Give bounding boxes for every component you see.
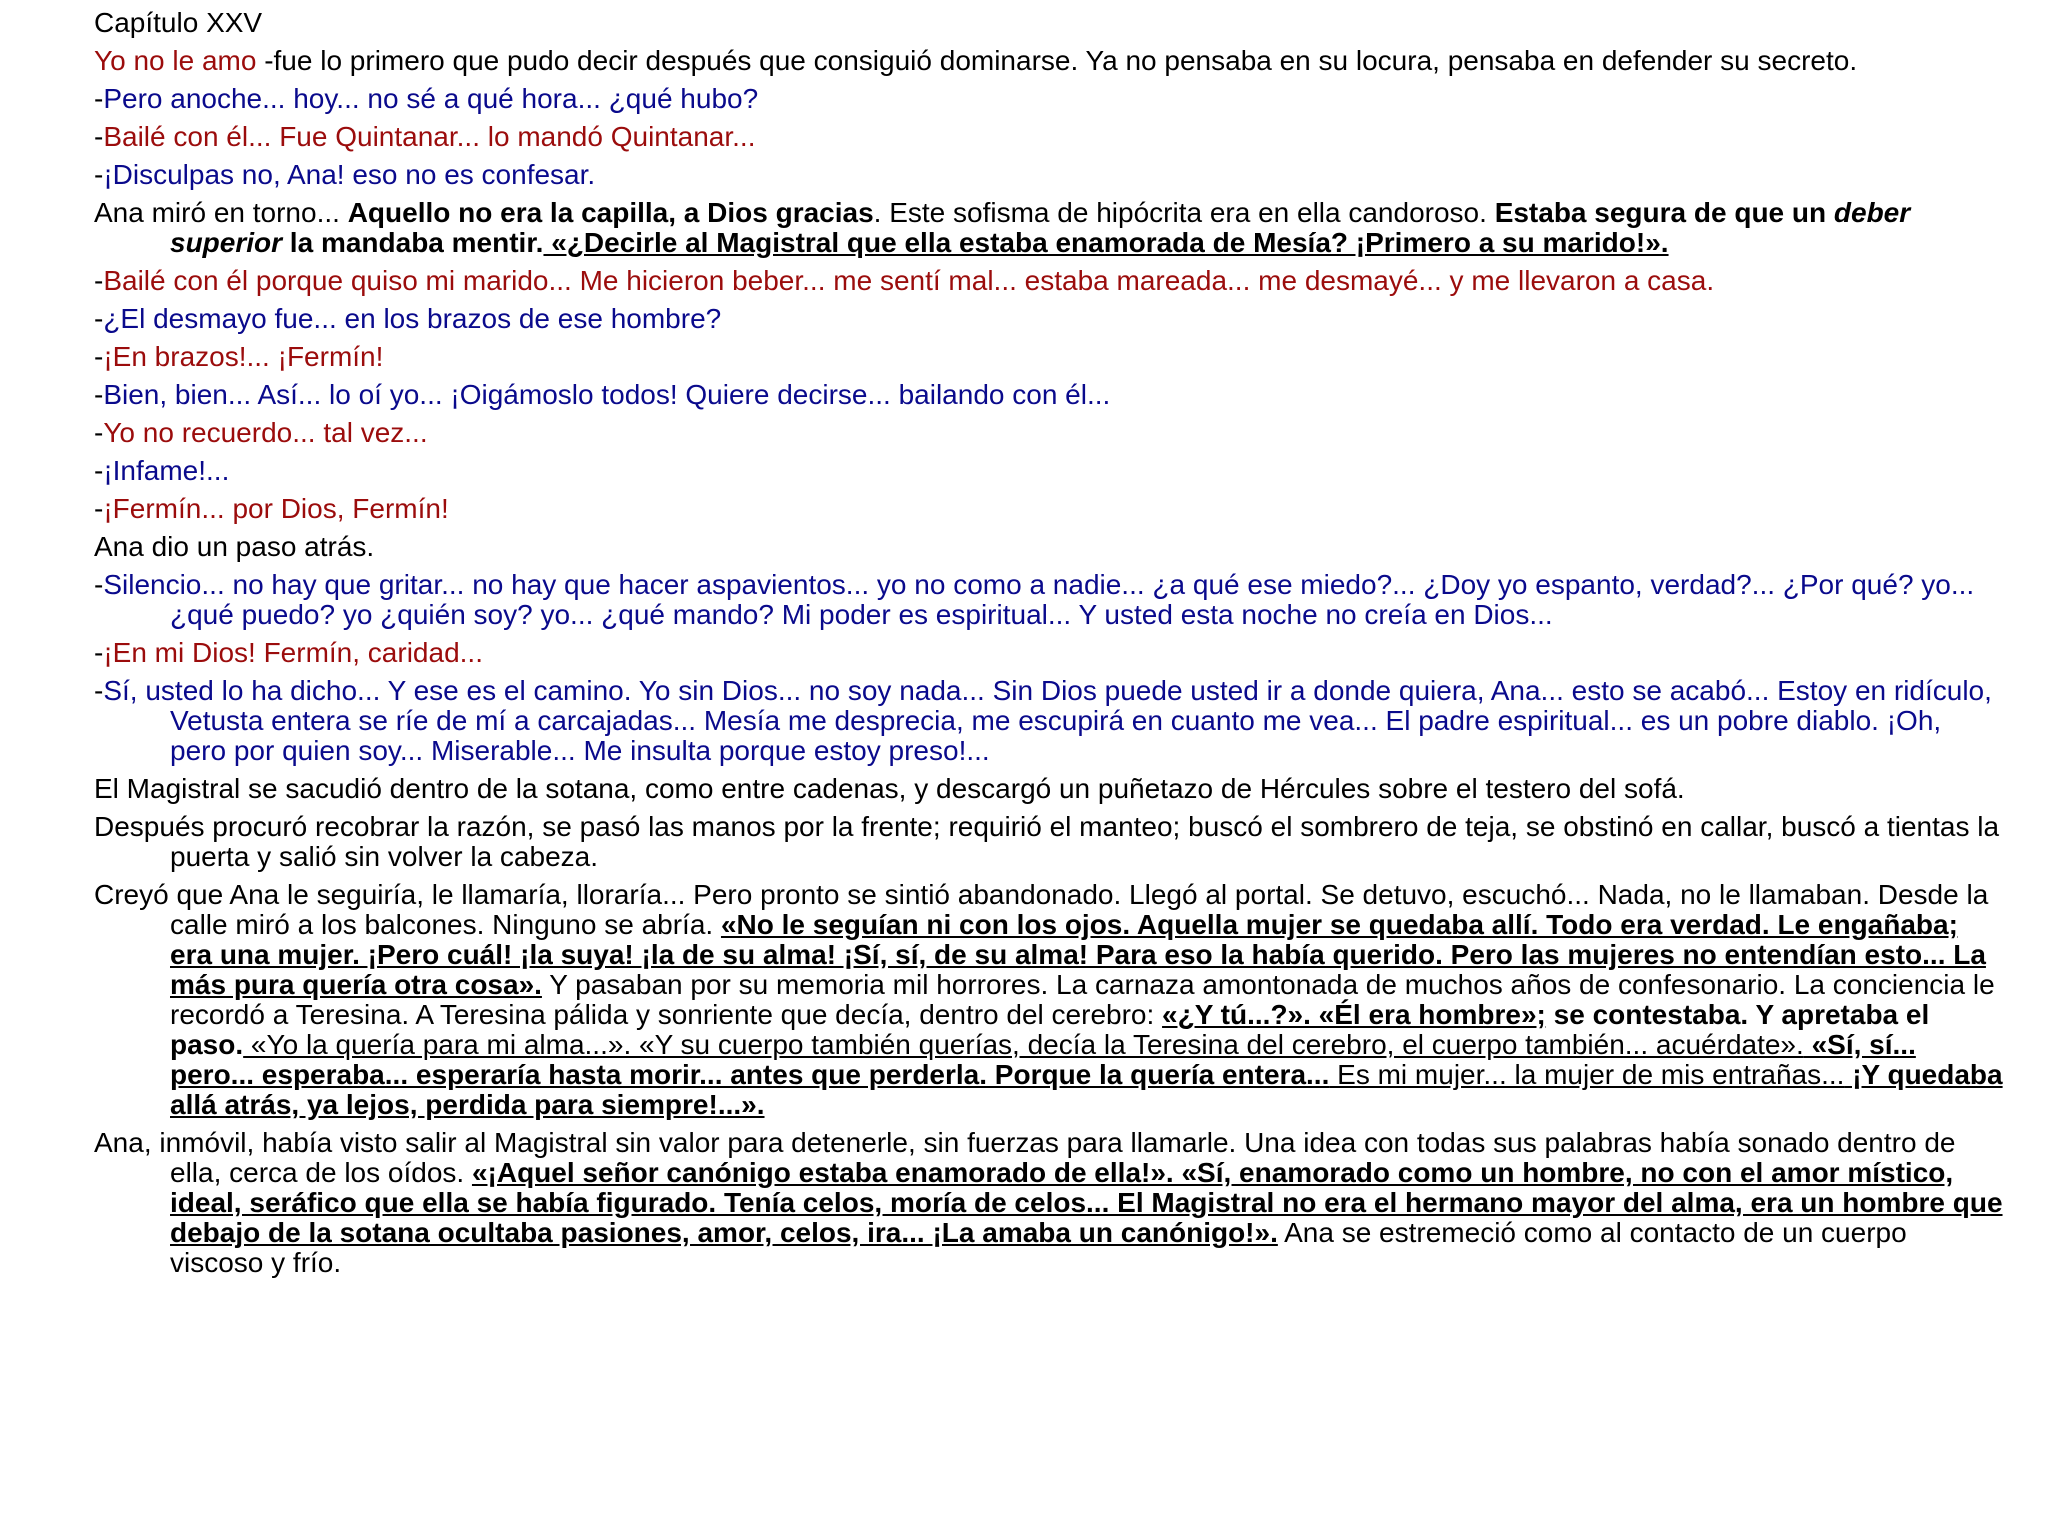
text-segment: Silencio... no hay que gritar... no hay que hacer aspavientos... yo no como a nadie... ¿a qué ese miedo?... ¿Doy yo espanto, verdad?... ¿Por qué? yo... ¿qué puedo? yo ¿quién soy? yo... ¿qué mando? Mi poder es espiritual... Y usted esta noche no creía en Dios... — [103, 569, 1975, 630]
paragraph — [94, 198, 2004, 258]
text-segment: - — [94, 569, 104, 600]
paragraph — [94, 456, 2004, 486]
paragraph — [94, 880, 2004, 1120]
text-segment: Creyó que Ana le seguiría, le llamaría, lloraría... Pero pronto se sintió abandonado. Llegó al portal. Se detuvo, escuchó... Nada, no le llamaban. Desde la calle miró a los balcones. Ninguno se abría. — [94, 879, 1989, 940]
text-segment: ¡Infame!... — [103, 455, 230, 486]
paragraph — [94, 84, 2004, 114]
text-segment: Bailé con él... Fue Quintanar... lo mandó Quintanar... — [103, 121, 756, 152]
text-segment: - — [94, 417, 104, 448]
text-segment: -fue lo primero que pudo decir después que consiguió dominarse. Ya no pensaba en su locura, pensaba en defender su secreto. — [256, 45, 1858, 76]
paragraph — [94, 304, 2004, 334]
paragraph — [94, 638, 2004, 668]
text-segment: ¡Disculpas no, Ana! eso no es confesar. — [103, 159, 596, 190]
text-segment: - — [94, 637, 104, 668]
text-segment: - — [94, 493, 104, 524]
text-segment: - — [94, 159, 104, 190]
text-segment: - — [94, 121, 104, 152]
text-segment: - — [94, 265, 104, 296]
paragraph — [94, 266, 2004, 296]
text-segment: Bailé con él porque quiso mi marido... Me hicieron beber... me sentí mal... estaba mareada... me desmayé... y me llevaron a casa. — [103, 265, 1715, 296]
paragraph — [94, 46, 2004, 76]
chapter-body — [94, 46, 2004, 1278]
text-segment: Yo no recuerdo... tal vez... — [103, 417, 428, 448]
text-segment: - — [94, 455, 104, 486]
document-page — [94, 8, 2004, 1286]
text-segment: «¡Aquel señor canónigo estaba enamorado de ella!». «Sí, enamorado como un hombre, no con el amor místico, ideal, seráfico que ella se había figurado. Tenía celos, moría de celos... El Magistral no era el hermano mayor del alma, era un hombre que debajo de la sotana ocultaba pasiones, amor, celos, ira... ¡La amaba un canónigo!». — [170, 1157, 2003, 1248]
text-segment: «¿Y tú...?». «Él era hombre»; — [1162, 999, 1546, 1030]
text-segment: Ana se estremeció como al contacto de un cuerpo viscoso y frío. — [170, 1217, 1907, 1278]
text-segment: ¡Fermín... por Dios, Fermín! — [103, 493, 449, 524]
paragraph — [94, 532, 2004, 562]
text-segment: - — [94, 83, 104, 114]
paragraph — [94, 774, 2004, 804]
paragraph — [94, 812, 2004, 872]
text-segment: ¡En mi Dios! Fermín, caridad... — [103, 637, 483, 668]
text-segment: Sí, usted lo ha dicho... Y ese es el camino. Yo sin Dios... no soy nada... Sin Dios puede usted ir a donde quiera, Ana... esto se acabó... Estoy en ridículo, Vetusta entera se ríe de mí a carcajadas... Mesía me desprecia, me escupirá en cuanto me vea... El padre espiritual... es un pobre diablo. ¡Oh, pero por quien soy... Miserable... Me insulta porque estoy preso!... — [103, 675, 1992, 766]
paragraph — [94, 570, 2004, 630]
paragraph — [94, 418, 2004, 448]
text-segment: - — [94, 675, 104, 706]
text-segment: Y pasaban por su memoria mil horrores. La carnaza amontonada de muchos años de confesonario. La conciencia le recordó a Teresina. A Teresina pálida y sonriente que decía, dentro del cerebro: — [170, 969, 1995, 1030]
text-segment: «No le seguían ni con los ojos. Aquella mujer se quedaba allí. Todo era verdad. Le engañaba; era una mujer. ¡Pero cuál! ¡la suya! ¡la de su alma! ¡Sí, sí, de su alma! Para eso la había querido. Pero las mujeres no entendían esto... La más pura quería otra cosa». — [170, 909, 1986, 1000]
text-segment: «Yo la quería para mi alma...». «Y su cuerpo también querías, decía la Teresina del cerebro, el cuerpo también... acuérdate». — [243, 1029, 1804, 1060]
text-segment: deber superior — [170, 197, 1911, 258]
text-segment: ¿El desmayo fue... en los brazos de ese hombre? — [103, 303, 722, 334]
text-segment: Pero anoche... hoy... no sé a qué hora... ¿qué hubo? — [103, 83, 759, 114]
text-segment: «¿Decirle al Magistral que ella estaba enamorada de Mesía? ¡Primero a su marido!». — [543, 227, 1669, 258]
text-segment: Es mi mujer... la mujer de mis entrañas... — [1329, 1059, 1845, 1090]
text-segment: Ana, inmóvil, había visto salir al Magistral sin valor para detenerle, sin fuerzas para llamarle. Una idea con todas sus palabras había sonado dentro de ella, cerca de los oídos. — [94, 1127, 1956, 1188]
text-segment: Aquello no era la capilla, a Dios gracias — [347, 197, 874, 228]
text-segment: Después procuró recobrar la razón, se pasó las manos por la frente; requirió el manteo; buscó el sombrero de teja, se obstinó en callar, buscó a tientas la puerta y salió sin volver la cabeza. — [94, 811, 2000, 872]
text-segment: ¡Y quedaba allá atrás, ya lejos, perdida para siempre!...». — [170, 1059, 2003, 1120]
paragraph — [94, 122, 2004, 152]
text-segment: Ana dio un paso atrás. — [94, 531, 375, 562]
text-segment: Ana miró en torno... — [94, 197, 348, 228]
paragraph — [94, 676, 2004, 766]
text-segment: ¡En brazos!... ¡Fermín! — [103, 341, 384, 372]
text-segment: la mandaba mentir. — [282, 227, 544, 258]
paragraph — [94, 160, 2004, 190]
text-segment: Bien, bien... Así... lo oí yo... ¡Oigámoslo todos! Quiere decirse... bailando con él... — [103, 379, 1111, 410]
paragraph — [94, 494, 2004, 524]
text-segment: «Sí, sí... pero... esperaba... esperaría hasta morir... antes que perderla. Porque la quería entera... — [170, 1029, 1916, 1090]
text-segment: . Este sofisma de hipócrita era en ella candoroso. — [873, 197, 1495, 228]
text-segment: - — [94, 379, 104, 410]
text-segment: se contestaba. Y apretaba el paso. — [170, 999, 1930, 1060]
text-segment: - — [94, 341, 104, 372]
text-segment: El Magistral se sacudió dentro de la sotana, como entre cadenas, y descargó un puñetazo de Hércules sobre el testero del sofá. — [94, 773, 1685, 804]
text-segment: - — [94, 303, 104, 334]
text-segment: Yo no le amo — [94, 45, 257, 76]
chapter-title: Capítulo XXV — [94, 7, 263, 38]
paragraph — [94, 380, 2004, 410]
paragraph — [94, 342, 2004, 372]
text-segment: Estaba segura de que un — [1494, 197, 1834, 228]
paragraph — [94, 1128, 2004, 1278]
